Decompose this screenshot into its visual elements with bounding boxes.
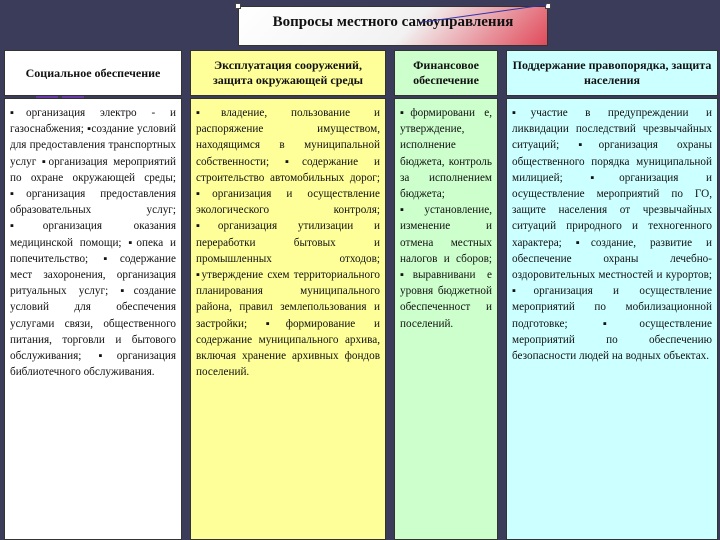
column-social <box>4 98 182 540</box>
header-social: Социальное обеспечение <box>4 50 182 96</box>
column-social-text: ▪организация электро - и газоснабжения; ▪создание условий для предоставления транспортных услуг ▪организация мероприятий по охране окружающей среды; ▪организация предоставления образовательных услуг; ▪организация оказания медицинской помощи; ▪опека и попечительство; ▪содержание мест захоронения, организация ритуальных услуг; ▪создание условий для обеспечения услугами связи, общественного питания, торговли и бытового обслуживания; ▪организация библиотечного обслуживания. <box>10 107 176 379</box>
slide-title: Вопросы местного самоуправления <box>272 14 514 30</box>
header-infrastructure: Эксплуатация сооружений, защита окружающей среды <box>190 50 386 96</box>
column-finance <box>394 98 498 540</box>
header-finance: Финансовое обеспечение <box>394 50 498 96</box>
column-security-text: ▪участие в предупреждении и ликвидации последствий чрезвычайных ситуаций; ▪организация охраны общественного порядка муниципальной милицией; ▪организация и осуществление мероприятий по ГО, защите населения от чрезвычайных ситуаций природного и техногенного характера; ▪создание, развитие и обеспечение охраны лечебно-оздоровительных местностей и курортов; ▪организация и осуществление мероприятий по мобилизационной подготовке; ▪осуществление мероприятий по обеспечению безопасности людей на водных объектах. <box>512 107 712 363</box>
resize-handle-icon <box>235 3 241 9</box>
column-infrastructure-text: ▪владение, пользование и распоряжение имуществом, находящимся в муниципальной собственности; ▪содержание и строительство автомобильных дорог; ▪организация и осуществление экологического контроля; ▪организация утилизации и переработки бытовых и промышленных отходов; ▪утверждение схем территориального планирования муниципального района, правил землепользования и застройки; ▪формирование и содержание муниципального архива, включая хранение архивных фондов поселений. <box>196 107 380 379</box>
column-finance-text: ▪формировани е, утверждение, исполнение бюджета, контроль за исполнением бюджета; ▪установление, изменение и отмена местных налогов и сборов; ▪выравнивани е уровня бюджетной обеспеченност и поселений. <box>400 107 492 330</box>
column-infrastructure <box>190 98 386 540</box>
header-security: Поддержание правопорядка, защита населения <box>506 50 718 96</box>
title-box <box>238 6 548 46</box>
column-security <box>506 98 718 540</box>
